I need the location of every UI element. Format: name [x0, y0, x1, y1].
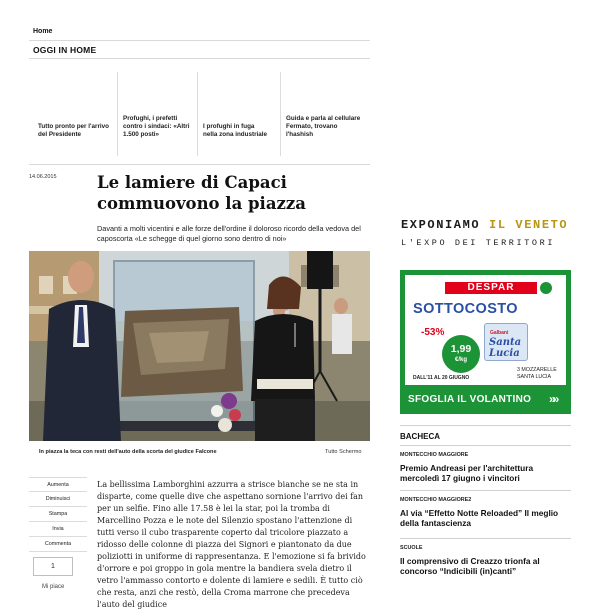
teaser-title[interactable]: I profughi in fuga nella zona industriale — [203, 123, 268, 138]
article-photo[interactable] — [29, 251, 370, 441]
pack-name: Santa Lucia — [489, 337, 522, 359]
photo-caption: In piazza la teca con resti dell'auto della scorta del giudice Falcone — [39, 449, 217, 455]
expo-subtitle: L'EXPO DEI TERRITORI — [401, 238, 556, 248]
despar-logo-icon — [540, 282, 552, 294]
comment-button[interactable]: Commenta — [29, 537, 87, 552]
teaser-item[interactable] — [280, 72, 370, 156]
teaser-item[interactable] — [197, 72, 281, 156]
bacheca-item[interactable] — [400, 445, 571, 483]
decrease-font-button[interactable]: Diminuisci — [29, 492, 87, 507]
teaser-title[interactable]: Guida e parla al cellulare Fermato, trovano l'hashish — [286, 115, 361, 138]
article-title: Le lamiere di Capaci commuovono la piazza — [97, 173, 306, 213]
section-divider — [29, 58, 370, 59]
ad-discount: -53% — [421, 327, 445, 338]
teasers-divider — [29, 164, 370, 165]
mozzarella-pack-icon — [484, 323, 528, 361]
bacheca-title: BACHECA — [400, 425, 571, 441]
home-teasers — [33, 72, 370, 156]
bacheca-item-title[interactable]: Premio Andreasi per l'architettura mercoledì 17 giugno i vincitori — [400, 463, 534, 483]
article-tools — [29, 477, 87, 552]
bacheca-item-title[interactable]: Il comprensivo di Creazzo trionfa al concorso “Indicibili (in)canti” — [400, 556, 540, 576]
double-chevron-right-icon: »» — [549, 392, 557, 406]
ad-price: 1,99 — [450, 343, 472, 355]
expo-banner[interactable] — [401, 218, 572, 252]
expo-title-b: IL VENETO — [489, 218, 569, 232]
teaser-item[interactable] — [33, 72, 117, 156]
ad-cta[interactable]: SFOGLIA IL VOLANTINO — [408, 394, 532, 405]
home-link[interactable]: Home — [33, 28, 53, 35]
bacheca-category: SCUOLE — [400, 545, 423, 551]
photo-credit: Tutto Schermo — [325, 449, 362, 455]
ad-brand: DESPAR — [445, 282, 537, 294]
increase-font-button[interactable]: Aumenta — [29, 477, 87, 492]
despar-ad[interactable] — [400, 270, 571, 414]
section-title: OGGI IN HOME — [33, 45, 97, 55]
like-count: 1 — [33, 557, 73, 576]
ad-dates: DALL'11 AL 20 GIUGNO — [413, 375, 470, 381]
article-body: La bellissima Lamborghini azzurra a strisce bianche se ne sta in disparte, come quelle dive che aspettano sornione l'arrivo dei fan per un selfie. Fino alle 17.58 è lei la star, poi la tromba di Marcellino Pozza e le note del Silenzio spostano l'attenzione di tutti verso il cubo trasparente coperto dal tricolore piazzato a ridosso delle colonne di piazza dei Signori e piantonato da due poliziotti in uniforme di rappresentanza. E l'emozione si fa brivido d'orrore e poi groppo in gola mentre la bandiera svela dietro il vetro l'ammasso contorto e dolente di lamiere e sedili. È tutto ciò che resta, anzi che restò, della Croma marrone che precedeva l'auto del giudice — [97, 480, 366, 609]
send-button[interactable]: Invia — [29, 522, 87, 537]
ad-price-unit: €/kg — [454, 357, 467, 363]
ad-product: 3 MOZZARELLE SANTA LUCIA — [517, 367, 557, 380]
ad-headline: SOTTOCOSTO — [413, 301, 518, 317]
bacheca-item-title[interactable]: Al via “Effetto Notte Reloaded” Il meglio della fantascienza — [400, 508, 559, 528]
article-summary: Davanti a molti vicentini e alle forze dell'ordine il doloroso ricordo della vedova del caposcorta «Le schegge di quel giorno sono dentro di noi» — [97, 224, 361, 243]
bacheca-category: MONTECCHIO MAGGIORE — [400, 452, 469, 458]
teaser-title[interactable]: Tutto pronto per l'arrivo del Presidente — [38, 123, 109, 138]
bacheca-item[interactable] — [400, 538, 571, 576]
pack-brand: Galbani — [490, 330, 509, 336]
ad-panel — [405, 275, 566, 385]
teaser-item[interactable] — [117, 72, 197, 156]
bacheca-category: MONTECCHIO MAGGIORE2 — [400, 497, 472, 503]
teaser-title[interactable]: Profughi, i prefetti contro i sindaci: «Altri 1.500 posti» — [123, 115, 190, 138]
expo-title-a: EXPONIAMO — [401, 218, 490, 232]
article-date: 14.06.2015 — [29, 174, 57, 180]
nav-divider — [29, 40, 370, 41]
print-button[interactable]: Stampa — [29, 507, 87, 522]
ad-price-badge — [442, 335, 480, 373]
photo-illustration — [29, 251, 370, 441]
bacheca-item[interactable] — [400, 490, 571, 528]
like-button[interactable]: Mi piace — [42, 584, 65, 590]
